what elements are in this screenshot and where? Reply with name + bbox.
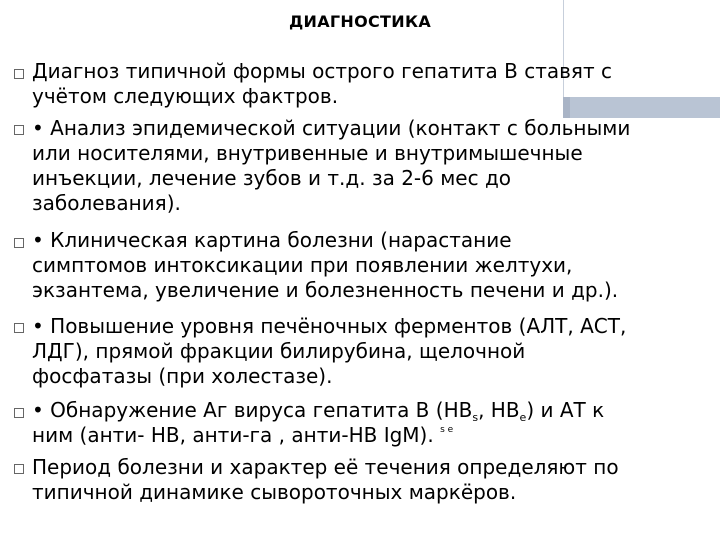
- list-item: [32, 228, 708, 303]
- bullet-box-icon: [14, 323, 24, 333]
- subscript-e: e: [519, 411, 527, 424]
- list-item-line: фосфатазы (при холестазе).: [32, 364, 333, 388]
- bullet-box-icon: [14, 408, 24, 418]
- list-item-line: или носителями, внутривенные и внутримышечные: [32, 141, 583, 165]
- slide-title: ДИАГНОСТИКА: [288, 12, 432, 31]
- list-item-line: заболевания).: [32, 191, 181, 215]
- list-item: [32, 116, 708, 216]
- list-item-line: [32, 423, 708, 448]
- list-item: [32, 314, 708, 389]
- list-item: [32, 398, 708, 448]
- list-item-line: Диагноз типичной формы острого гепатита В ставят с: [32, 59, 612, 83]
- list-item-line: • Повышение уровня печёночных ферментов (АЛТ, АСТ,: [32, 314, 627, 338]
- list-item-line: Период болезни и характер её течения определяют по: [32, 455, 619, 479]
- subscript-s: s: [472, 411, 479, 424]
- list-item-line: • Клиническая картина болезни (нарастание: [32, 228, 512, 252]
- list-item: [32, 59, 708, 109]
- list-item: [32, 455, 708, 505]
- bullet-box-icon: [14, 464, 24, 474]
- bullet-box-icon: [14, 69, 24, 79]
- bullet-box-icon: [14, 125, 24, 135]
- superscript-s-e: s e: [440, 425, 454, 435]
- list-item-line: инъекции, лечение зубов и т.д. за 2-6 мес до: [32, 166, 512, 190]
- list-item-line: симптомов интоксикации при появлении желтухи,: [32, 253, 573, 277]
- list-item-text: • Обнаружение Аг вируса гепатита В (HB: [32, 398, 473, 422]
- list-item-text: , HB: [478, 398, 520, 422]
- list-item-line: • Анализ эпидемической ситуации (контакт с больными: [32, 116, 631, 140]
- bullet-box-icon: [14, 238, 24, 248]
- list-item-text: ) и АТ к: [526, 398, 605, 422]
- list-item-line: экзантема, увеличение и болезненность печени и др.).: [32, 278, 619, 302]
- list-item-line: ЛДГ), прямой фракции билирубина, щелочной: [32, 339, 526, 363]
- list-item-line: учётом следующих фактров.: [32, 84, 339, 108]
- list-item-text: ним (анти- HB, анти-га , анти-HB IgM).: [32, 423, 434, 447]
- list-item-line: [32, 398, 708, 423]
- list-item-line: типичной динамике сывороточных маркёров.: [32, 480, 517, 504]
